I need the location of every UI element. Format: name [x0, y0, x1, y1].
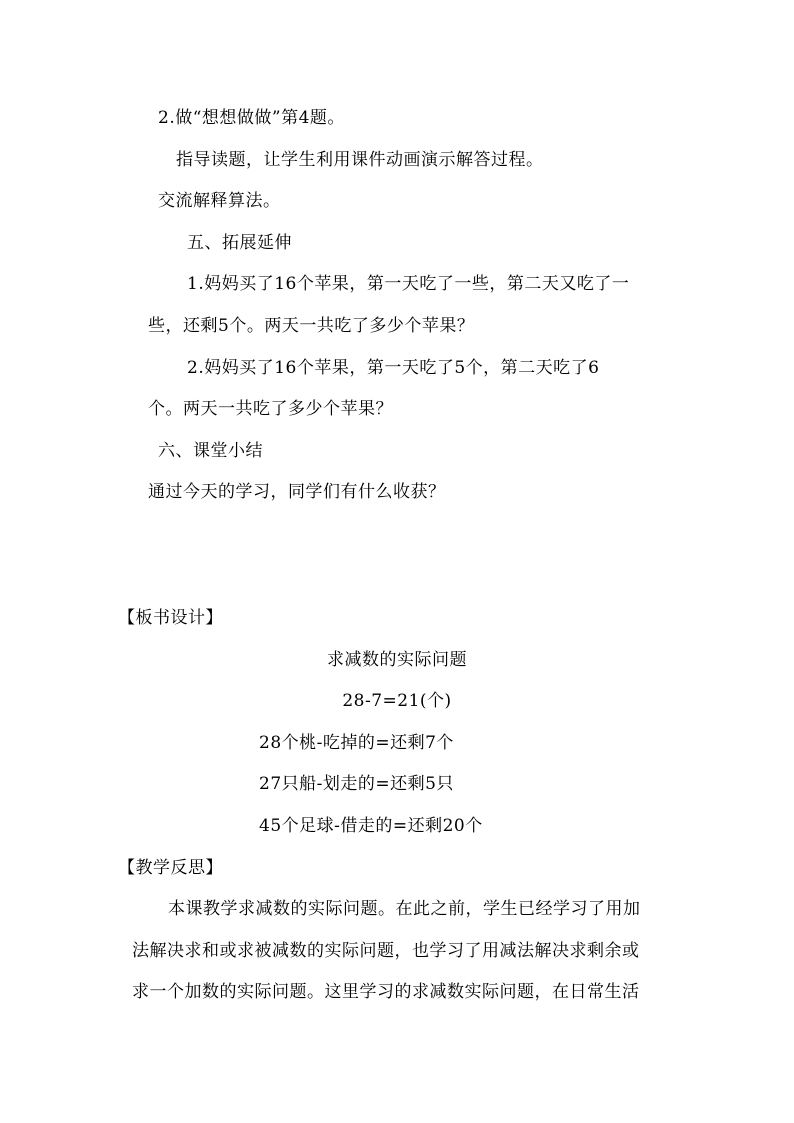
section5-heading: 五、拓展延伸 [187, 233, 292, 253]
board-equation: 28-7=21(个) [342, 691, 452, 711]
board-heading: 【板书设计】 [118, 608, 223, 628]
board-row-1: 28个桃-吃掉的=还剩7个 [259, 733, 454, 753]
item2-title: 2.做“想想做做”第4题。 [158, 108, 345, 128]
section5-problem2-line1: 2.妈妈买了16个苹果，第一天吃了5个，第二天吃了6 [187, 358, 600, 378]
reflection-line-2: 法解决求和或求被减数的实际问题，也学习了用减法解决求剩余或 [132, 941, 640, 961]
board-row-2: 27只船-划走的=还剩5只 [259, 774, 454, 794]
reflection-line-3: 求一个加数的实际问题。这里学习的求减数实际问题，在日常生活 [132, 982, 640, 1002]
board-row-3: 45个足球-借走的=还剩20个 [259, 816, 483, 836]
section5-problem1-line1: 1.妈妈买了16个苹果，第一天吃了一些，第二天又吃了一 [187, 274, 630, 294]
board-title: 求减数的实际问题 [327, 650, 467, 670]
section5-problem1-line2: 些，还剩5个。两天一共吃了多少个苹果？ [148, 316, 475, 336]
section6-heading: 六、课堂小结 [158, 441, 263, 461]
section6-text: 通过今天的学习，同学们有什么收获？ [148, 482, 446, 502]
item2-guide: 指导读题，让学生利用课件动画演示解答过程。 [176, 150, 544, 170]
reflection-heading: 【教学反思】 [118, 858, 223, 878]
item2-explain: 交流解释算法。 [158, 191, 281, 211]
reflection-line-1: 本课教学求减数的实际问题。在此之前，学生已经学习了用加 [168, 899, 641, 919]
section5-problem2-line2: 个。两天一共吃了多少个苹果？ [148, 399, 393, 419]
